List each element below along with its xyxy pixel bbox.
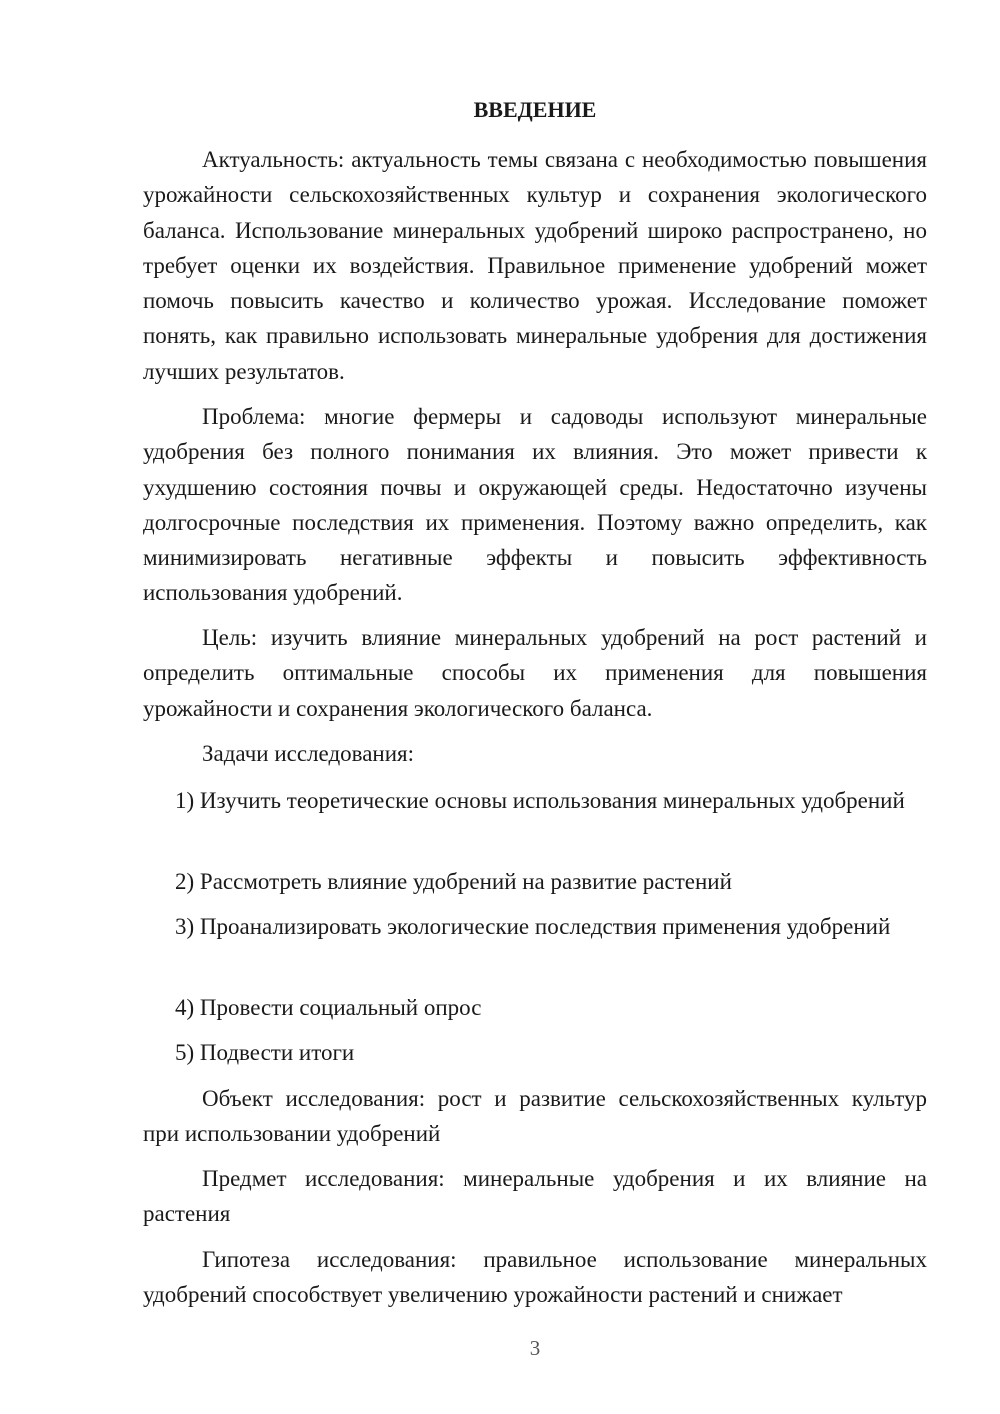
paragraph-hypothesis <box>143 1242 927 1313</box>
problem-text: Проблема: многие фермеры и садоводы используют минеральные удобрения без полного понимания их влияния. Это может привести к ухудшению состояния почвы и окружающей среды. Недостаточно изучены долгосрочные последствия их применения. Поэтому важно определить, как минимизировать негативные эффекты и повысить эффективность использования удобрений. <box>143 404 927 606</box>
subject-text: Предмет исследования: минеральные удобрения и их влияние на растения <box>143 1166 927 1227</box>
relevance-text: Актуальность: актуальность темы связана с необходимостью повышения урожайности сельскохозяйственных культур и сохранения экологического баланса. Использование минеральных удобрений широко распространено, но требует оценки их воздействия. Правильное применение удобрений может помочь повысить качество и количество урожая. Исследование поможет понять, как правильно использовать минеральные удобрения для достижения лучших результатов. <box>143 147 927 384</box>
page-title: ВВЕДЕНИЕ <box>473 97 597 122</box>
list-item: 3) Проанализировать экологические последствия применения удобрений <box>175 914 891 939</box>
task-item-2 <box>143 864 927 899</box>
goal-text: Цель: изучить влияние минеральных удобрений на рост растений и определить оптимальные способы их применения для повышения урожайности и сохранения экологического баланса. <box>143 625 927 721</box>
paragraph-subject <box>143 1161 927 1232</box>
task-item-3 <box>143 909 927 944</box>
tasks-heading-text: Задачи исследования: <box>202 741 415 766</box>
page-number: 3 <box>529 1336 541 1360</box>
list-item: 5) Подвести итоги <box>175 1040 355 1065</box>
paragraph-relevance <box>143 142 927 389</box>
list-item: 2) Рассмотреть влияние удобрений на развитие растений <box>175 869 732 894</box>
list-item: 1) Изучить теоретические основы использования минеральных удобрений <box>175 788 905 813</box>
paragraph-object <box>143 1081 927 1152</box>
task-item-4 <box>143 990 927 1025</box>
paragraph-problem <box>143 399 927 611</box>
hypothesis-text: Гипотеза исследования: правильное использование минеральных удобрений способствует увеличению урожайности растений и снижает <box>143 1247 927 1308</box>
paragraph-goal <box>143 620 927 726</box>
object-text: Объект исследования: рост и развитие сельскохозяйственных культур при использовании удобрений <box>143 1086 927 1147</box>
paragraph-tasks-heading <box>143 736 927 771</box>
task-item-1 <box>143 783 927 818</box>
task-item-5 <box>143 1035 927 1070</box>
list-item: 4) Провести социальный опрос <box>175 995 482 1020</box>
